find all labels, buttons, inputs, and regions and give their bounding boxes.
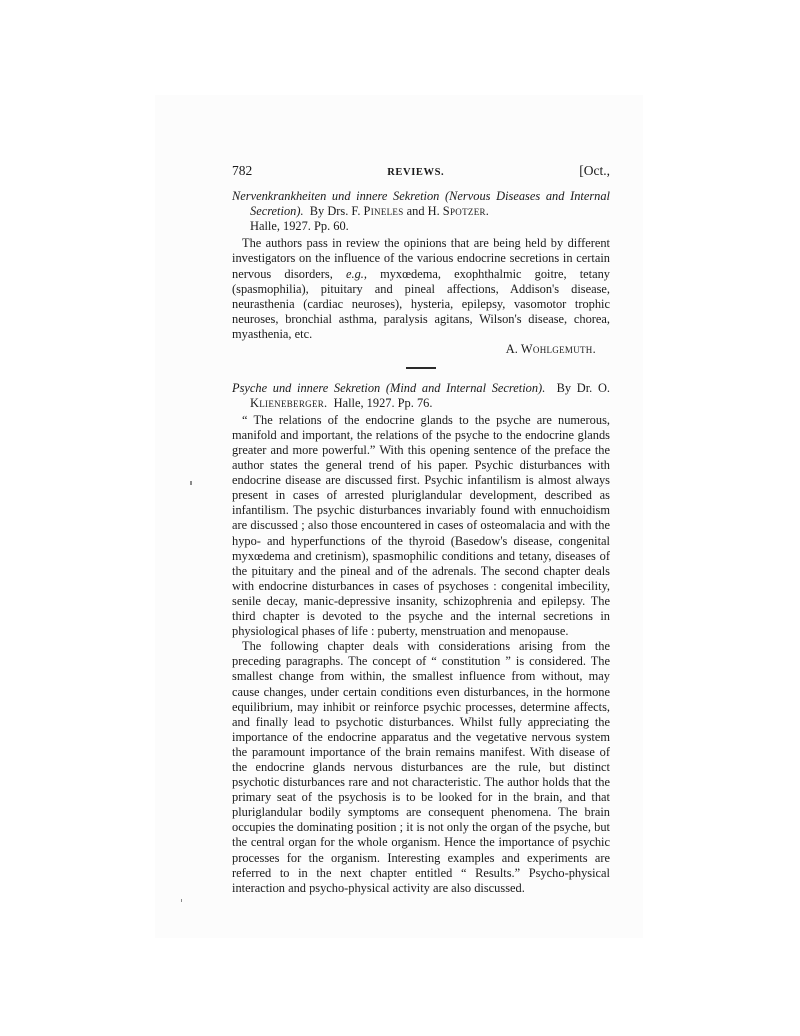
book-title-german: Nervenkrankheiten und innere Sekretion	[232, 189, 440, 204]
page-content	[232, 163, 610, 896]
review-heading-1	[232, 189, 610, 234]
scan-artifact	[181, 899, 182, 902]
section-divider	[406, 367, 436, 369]
author-name: Pineles	[363, 204, 404, 219]
abbreviation: e.g.,	[345, 266, 367, 281]
issue-date: [Oct.,	[579, 163, 610, 178]
review-body-2-paragraph-2: The following chapter deals with considerations arising from the preceding paragraphs. The concept of “ constitution ” is considered. The smallest change from within, the smallest influence from without, may cause changes, under certain conditions even disturbances, in the hormone equilibrium, may inhibit or reinforce psychic processes, determine affects, and finally lead to psychotic disturbances. Whilst fully appreciating the importance of the endocrine apparatus and the vegetative nervous system the paramount importance of the brain remains manifest. With disease of the endocrine glands nervous disturbances are the rule, but distinct psychotic disturbances rare and not characteristic. The author holds that the primary seat of the psychosis is to be looked for in the brain, and that pluriglandular bodily symptoms are consequent phenomena. The brain occupies the dominating position ; it is not only the organ of the psyche, but the central organ for the whole organism. Hence the importance of psychic processes for the organism. Interesting examples and experiments are referred to in the next chapter entitled “ Results.” Psycho-physical interaction and psycho-physical activity are also discussed.	[232, 639, 610, 895]
author-name: Klieneberger.	[250, 395, 328, 410]
running-head	[232, 163, 610, 180]
review-heading-2	[232, 381, 610, 411]
reviewer-initial: A.	[505, 342, 518, 357]
body-text: myxœdema, exophthalmic goitre, tetany (spasmophilia), pituitary and pineal affections, Addison's disease, neurasthenia (cardiac neuroses), hysteria, epilepsy, vasomotor trophic neuroses, bronchial asthma, paralysis agitans, Wilson's disease, chorea, myasthenia, etc.	[232, 266, 611, 341]
section-title: REVIEWS.	[387, 167, 445, 178]
book-title-german: Psyche und innere Sekretion	[232, 380, 381, 395]
author-name: Spotzer.	[442, 204, 490, 219]
by-label: By Drs. F.	[309, 204, 361, 219]
publication-info: Halle, 1927. Pp. 60.	[250, 219, 349, 234]
reviewer-name: Wohlgemuth.	[520, 342, 596, 357]
body-text: The authors pass in review the opinions that are being held by different investigators on the influence of the various endocrine secretions in certain nervous disorders,	[232, 236, 610, 281]
book-title-english: (Nervous Diseases and Internal Secretion).	[250, 189, 610, 219]
review-body-2-paragraph-1: “ The relations of the endocrine glands to the psyche are numerous, manifold and important, the relations of the psyche to the endocrine glands greater and more powerful.” With this opening sentence of the preface the author states the general trend of his paper. Psychic disturbances with endocrine disease are discussed first. Psychic infantilism is almost always present in cases of arrested pluriglandular development, described as infantilism. The psychic disturbances invariably found with ennuchoidism are discussed ; also those encountered in cases of osteomalacia and with the hypo- and hyperfunctions of the thyroid (Basedow's disease, congenital myxœdema and cretinism), spasmophilic conditions and tetany, diseases of the pituitary and the pineal and of the adrenals. The second chapter deals with endocrine disturbances in cases of psychoses : congenital imbecility, senile decay, manic-depressive insanity, schizophrenia and epilepsy. The third chapter is devoted to the psyche and the internal secretions in physiological phases of life : puberty, menstruation and menopause.	[232, 412, 610, 639]
publication-info: Halle, 1927. Pp. 76.	[333, 395, 433, 410]
reviewer-signature	[232, 342, 610, 357]
page-number: 782	[232, 163, 253, 178]
review-body-1	[232, 236, 610, 342]
by-label: By Dr. O.	[556, 380, 610, 395]
and-label: and H.	[406, 204, 440, 219]
book-title-english: (Mind and Internal Secretion).	[385, 380, 546, 395]
scan-artifact	[190, 481, 192, 485]
